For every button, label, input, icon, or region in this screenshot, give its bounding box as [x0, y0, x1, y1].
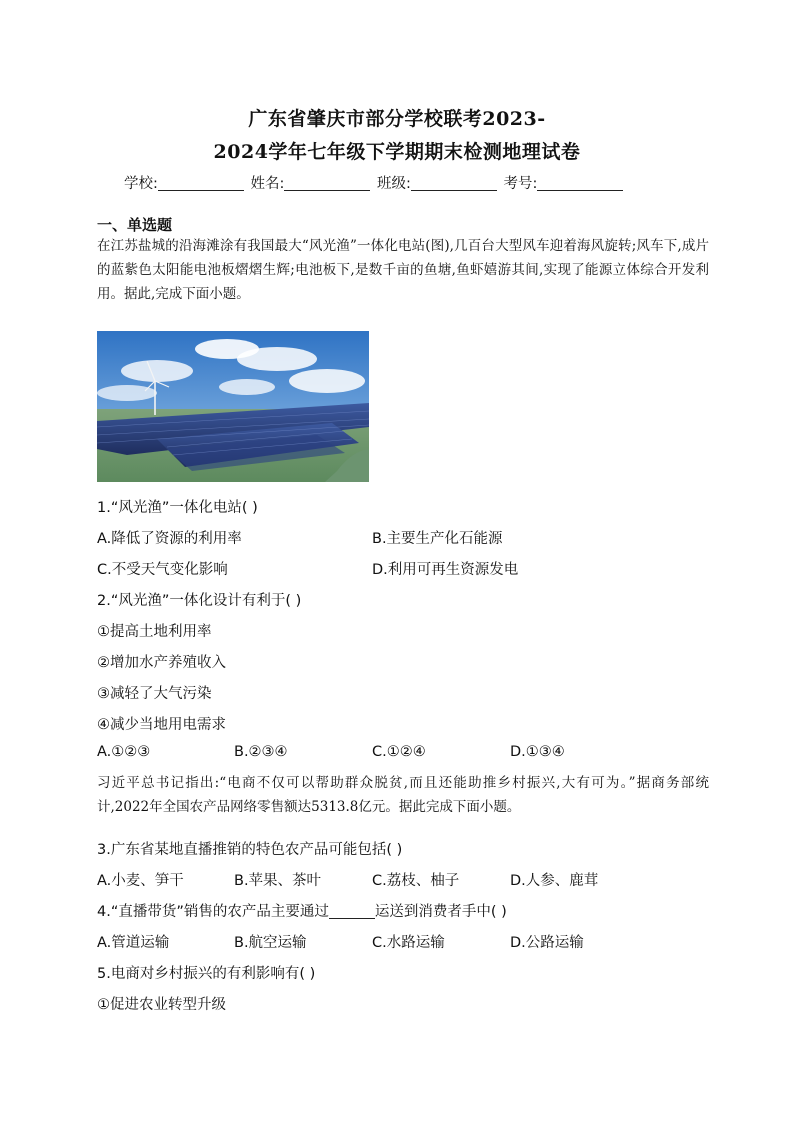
name-blank[interactable] — [284, 176, 370, 191]
passage-2: 习近平总书记指出:“电商不仅可以帮助群众脱贫,而且还能助推乡村振兴,大有可为。”据商务部统计,2022年全国农产品网络零售额达5313.8亿元。据此完成下面小题。 — [97, 775, 709, 815]
question-2-stem: 2.“风光渔”一体化设计有利于( ) — [97, 593, 302, 609]
question-4-option-c[interactable]: C.水路运输 — [372, 935, 445, 951]
question-3-option-a[interactable]: A.小麦、笋干 — [97, 873, 184, 889]
exam-title-line1: 广东省肇庆市部分学校联考2023- — [248, 108, 546, 130]
question-4-stem-before: 4.“直播带货”销售的农产品主要通过 — [97, 904, 329, 920]
question-4-option-d[interactable]: D.公路运输 — [510, 935, 584, 951]
school-label: 学校: — [124, 176, 158, 192]
exam-title-line2: 2024学年七年级下学期期末检测地理试卷 — [213, 141, 581, 163]
question-3-option-b[interactable]: B.苹果、茶叶 — [234, 873, 322, 889]
class-label: 班级: — [377, 176, 411, 192]
question-5-stem: 5.电商对乡村振兴的有利影响有( ) — [97, 966, 316, 982]
question-3-stem: 3.广东省某地直播推销的特色农产品可能包括( ) — [97, 842, 403, 858]
question-4-stem — [97, 900, 507, 921]
question-2-item-4: ④减少当地用电需求 — [97, 717, 226, 733]
question-4-option-a[interactable]: A.管道运输 — [97, 935, 170, 951]
solar-wind-farm-photo — [97, 331, 369, 482]
school-blank[interactable] — [158, 176, 244, 191]
question-4-option-b[interactable]: B.航空运输 — [234, 935, 307, 951]
question-1-stem: 1.“风光渔”一体化电站( ) — [97, 500, 258, 516]
question-1-option-a[interactable]: A.降低了资源的利用率 — [97, 531, 242, 547]
question-1-option-c[interactable]: C.不受天气变化影响 — [97, 562, 228, 578]
question-2-item-2: ②增加水产养殖收入 — [97, 655, 226, 671]
question-2-item-1: ①提高土地利用率 — [97, 624, 212, 640]
section-heading: 一、单选题 — [97, 216, 173, 234]
question-2-option-c[interactable]: C.①②④ — [372, 744, 426, 760]
question-3-option-d[interactable]: D.人参、鹿茸 — [510, 873, 599, 889]
class-blank[interactable] — [411, 176, 497, 191]
question-2-option-d[interactable]: D.①③④ — [510, 744, 565, 760]
student-info-row — [124, 172, 625, 193]
exam-number-blank[interactable] — [537, 176, 623, 191]
name-label: 姓名: — [250, 176, 285, 192]
question-4-stem-after: 运送到消费者手中( ) — [374, 904, 507, 920]
question-1-option-b[interactable]: B.主要生产化石能源 — [372, 531, 503, 547]
exam-number-label: 考号: — [503, 176, 538, 192]
question-2-item-3: ③减轻了大气污染 — [97, 686, 212, 702]
question-2-option-a[interactable]: A.①②③ — [97, 744, 151, 760]
question-3-option-c[interactable]: C.荔枝、柚子 — [372, 873, 460, 889]
question-5-item-1: ①促进农业转型升级 — [97, 997, 226, 1013]
question-4-fill-blank[interactable] — [329, 904, 375, 919]
question-2-option-b[interactable]: B.②③④ — [234, 744, 288, 760]
passage-1: 在江苏盐城的沿海滩涂有我国最大“风光渔”一体化电站(图),几百台大型风车迎着海风旋转;风车下,成片的蓝紫色太阳能电池板熠熠生辉;电池板下,是数千亩的鱼塘,鱼虾嬉游其间,实现了能源立体综合开发利用。据此,完成下面小题。 — [97, 238, 709, 302]
question-1-option-d[interactable]: D.利用可再生资源发电 — [372, 562, 519, 578]
